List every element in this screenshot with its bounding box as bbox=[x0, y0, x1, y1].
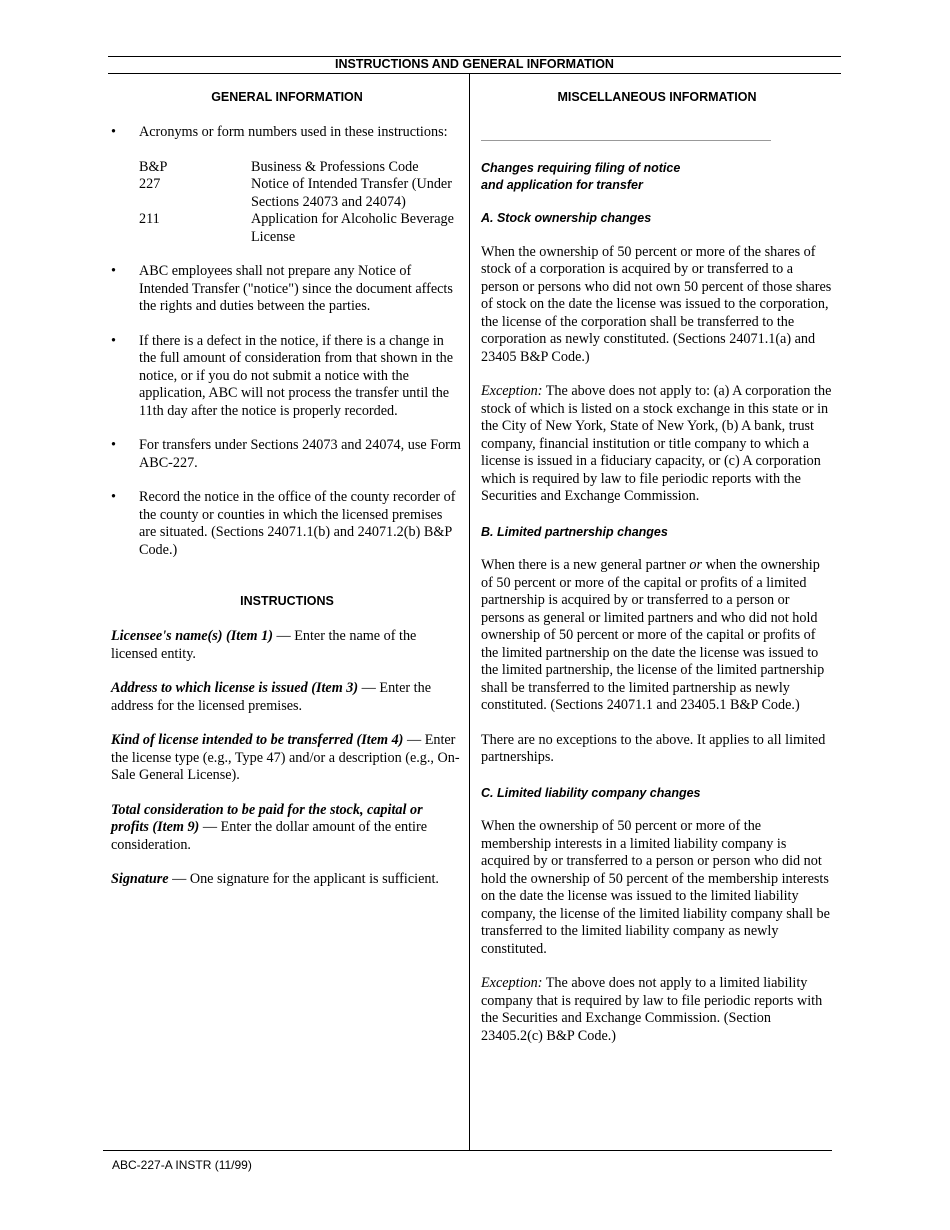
changes-heading-line-2: and application for transfer bbox=[481, 177, 643, 192]
acronym-list bbox=[139, 159, 463, 247]
form-footer: ABC-227-A INSTR (11/99) bbox=[112, 1158, 252, 1172]
bullet-item bbox=[111, 333, 463, 421]
instruction-term: Kind of license intended to be transferred (Item 4) bbox=[111, 732, 404, 748]
limited-partnership-note: There are no exceptions to the above. It applies to all limited partnerships. bbox=[481, 731, 826, 765]
instruction-item bbox=[111, 680, 463, 715]
instruction-term: Total consideration to be paid for the stock, capital or profits (Item 9) bbox=[111, 801, 423, 835]
bullet-item bbox=[111, 437, 463, 472]
section-separator bbox=[481, 140, 771, 141]
bullet-text: ABC employees shall not prepare any Notice of Intended Transfer ("notice") since the document affects the rights and duties between the parties. bbox=[139, 263, 453, 314]
llc-exception bbox=[481, 975, 833, 1045]
instruction-item bbox=[111, 628, 463, 663]
header-rule-bottom bbox=[108, 73, 841, 74]
footer-rule bbox=[103, 1150, 832, 1151]
acronyms-intro: Acronyms or form numbers used in these instructions: bbox=[139, 124, 448, 140]
bullet-dot: • bbox=[111, 263, 116, 279]
instruction-term: Address to which license is issued (Item 3) bbox=[111, 680, 359, 696]
partnership-text-b: when the ownership of 50 percent or more of the capital or profits of a limited partnership is acquired by or transferred to a person or persons as general or limited partners and who did not hold ownership of 50 percent or more of the capital or profits of the limited partnership on the date the license was issued to the limited partnership, the license of the limited partnership shall be transferred to the limited partnership as newly constituted. (Sections 24071.1 and 23405.1 B&P Code.) bbox=[481, 557, 825, 713]
acronym-value: Notice of Intended Transfer (Under Sections 24073 and 24074) bbox=[251, 176, 452, 210]
exception-label: Exception: bbox=[481, 383, 543, 399]
exception-text: The above does not apply to: (a) A corporation the stock of which is listed on a stock exchange in this state or in the City of New York, State of New York, (b) A bank, trust company, financial institution or title company to which a license is issued in a fiduciary capacity, or (c) A corporation which is required by law to file periodic reports with the Securities and Exchange Commission. bbox=[481, 383, 832, 504]
changes-heading-line-1: Changes requiring filing of notice bbox=[481, 161, 681, 175]
acronym-row bbox=[139, 211, 463, 246]
miscellaneous-information-heading: MISCELLANEOUS INFORMATION bbox=[557, 90, 757, 104]
llc-body: When the ownership of 50 percent or more of the membership interests in a limited liability company is acquired by or transferred to a person or person who did not hold the ownership of 50 percent of the membership interests on the date the license was issued to the limited liability company, the license of the limited liability company shall be transferred to the limited liability company as newly constituted. bbox=[481, 818, 830, 957]
exception-text: The above does not apply to a limited liability company that is required by law to file periodic reports with the Securities and Exchange Commission. (Section 23405.2(c) B&P Code.) bbox=[481, 975, 823, 1044]
stock-ownership-body: When the ownership of 50 percent or more of the shares of stock of a corporation is acquired by or transferred to a person or persons who did not own 50 percent of those shares of stock on the date the license was issued to the corporation, the license of the corporation shall be transferred to the corporation as newly constituted. (Sections 24071.1(a) and 23405 B&P Code.) bbox=[481, 243, 832, 365]
acronym-row bbox=[139, 176, 463, 211]
instruction-text: — Enter the name of the licensed entity. bbox=[111, 628, 417, 662]
acronym-row bbox=[139, 159, 463, 177]
partnership-or: or bbox=[689, 557, 702, 573]
stock-exception bbox=[481, 383, 833, 506]
instruction-text: — Enter the address for the licensed premises. bbox=[111, 680, 432, 714]
bullet-acronyms bbox=[111, 124, 463, 246]
right-column bbox=[481, 89, 833, 1045]
column-divider bbox=[469, 73, 470, 1150]
bullet-dot: • bbox=[111, 332, 116, 349]
exception-label: Exception: bbox=[481, 975, 543, 991]
instruction-item bbox=[111, 732, 463, 785]
llc-heading: C. Limited liability company changes bbox=[481, 785, 701, 800]
instruction-text: — One signature for the applicant is sufficient. bbox=[168, 871, 439, 887]
left-column bbox=[111, 89, 463, 889]
instruction-item bbox=[111, 802, 463, 855]
instruction-term: Licensee's name(s) (Item 1) bbox=[111, 628, 273, 644]
bullet-text: For transfers under Sections 24073 and 24074, use Form ABC-227. bbox=[139, 437, 461, 471]
bullet-dot: • bbox=[111, 124, 116, 140]
changes-heading bbox=[481, 160, 833, 193]
bullet-dot: • bbox=[111, 437, 116, 453]
bullet-item bbox=[111, 489, 463, 559]
bullet-item bbox=[111, 263, 463, 316]
bullet-text: Record the notice in the office of the county recorder of the county or counties in which the licensed premises are situated. (Sections 24071.1(b) and 24071.2(b) B&P Code.) bbox=[139, 489, 456, 558]
acronym-key: 227 bbox=[139, 176, 161, 192]
instructions-heading: INSTRUCTIONS bbox=[240, 594, 334, 608]
instruction-text: — Enter the license type (e.g., Type 47) and/or a description (e.g., On-Sale General License). bbox=[111, 732, 460, 783]
instruction-term: Signature bbox=[111, 871, 169, 887]
limited-partnership-body bbox=[481, 557, 833, 715]
page-title: INSTRUCTIONS AND GENERAL INFORMATION bbox=[335, 57, 614, 71]
acronym-value: Application for Alcoholic Beverage License bbox=[251, 211, 454, 245]
acronym-key: 211 bbox=[139, 211, 160, 227]
acronym-key: B&P bbox=[139, 158, 168, 175]
limited-partnership-heading: B. Limited partnership changes bbox=[481, 524, 668, 539]
acronym-value: Business & Professions Code bbox=[251, 158, 419, 175]
bullet-text: If there is a defect in the notice, if there is a change in the full amount of consideration from that shown in the notice, or if you do not submit a notice with the application, ABC will not process the transfer until the 11th day after the notice is properly recorded. bbox=[139, 332, 454, 419]
stock-ownership-heading: A. Stock ownership changes bbox=[481, 211, 652, 225]
instruction-item bbox=[111, 871, 463, 889]
instruction-text: — Enter the dollar amount of the entire consideration. bbox=[111, 819, 427, 853]
general-information-heading: GENERAL INFORMATION bbox=[211, 90, 363, 104]
partnership-text-a: When there is a new general partner bbox=[481, 557, 690, 573]
bullet-dot: • bbox=[111, 489, 116, 505]
